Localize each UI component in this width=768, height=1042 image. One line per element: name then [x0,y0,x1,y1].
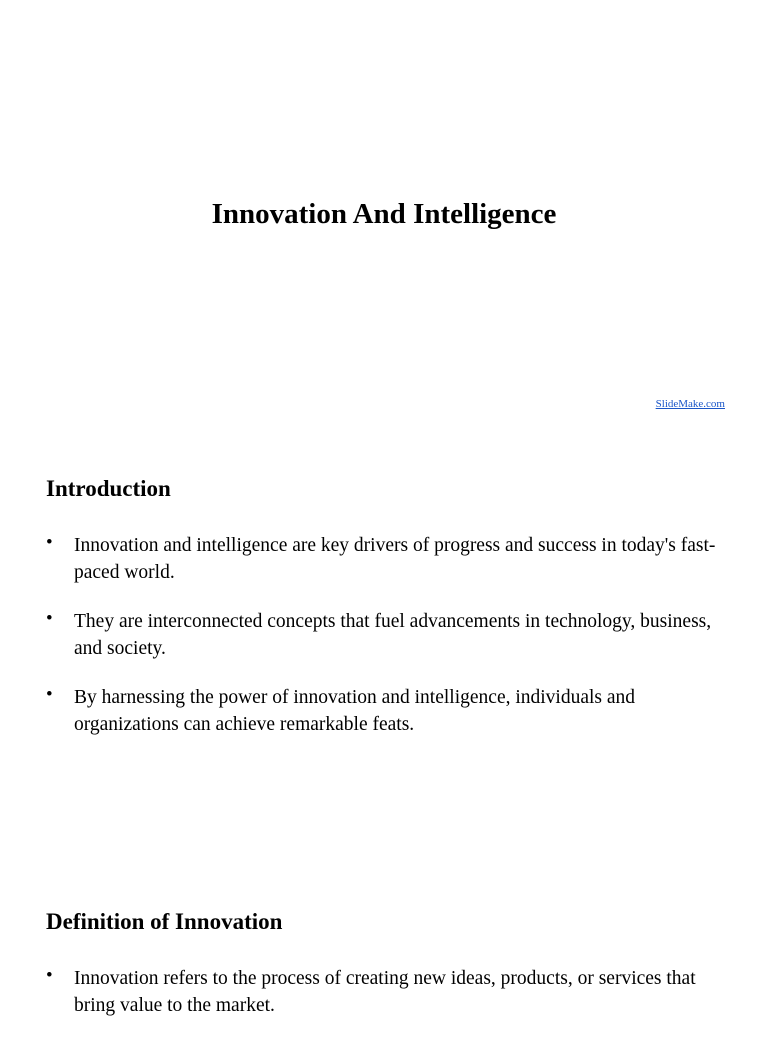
bullet-text: Innovation and intelligence are key drivers of progress and success in today's fast-paced world. [74,535,716,583]
bullet-text: By harnessing the power of innovation and intelligence, individuals and organizations can achieve remarkable feats. [74,687,636,735]
list-item [46,609,726,662]
section-heading-introduction: Introduction [46,476,171,501]
slide-title: Innovation And Intelligence [211,198,557,230]
bullet-text: Innovation refers to the process of creating new ideas, products, or services that bring value to the market. [74,968,696,1016]
bullet-icon: • [46,684,53,705]
bullet-text: They are interconnected concepts that fuel advancements in technology, business, and society. [74,611,712,659]
slidemake-link[interactable]: SlideMake.com [655,398,725,410]
bullet-icon: • [46,608,53,629]
list-item [46,685,726,738]
section-heading-definition-of-innovation: Definition of Innovation [46,909,283,934]
definition-bullet-list [46,966,726,1042]
bullet-icon: • [46,532,53,553]
list-item [46,533,726,586]
bullet-icon: • [46,965,53,986]
list-item [46,966,726,1019]
introduction-bullet-list [46,533,726,761]
